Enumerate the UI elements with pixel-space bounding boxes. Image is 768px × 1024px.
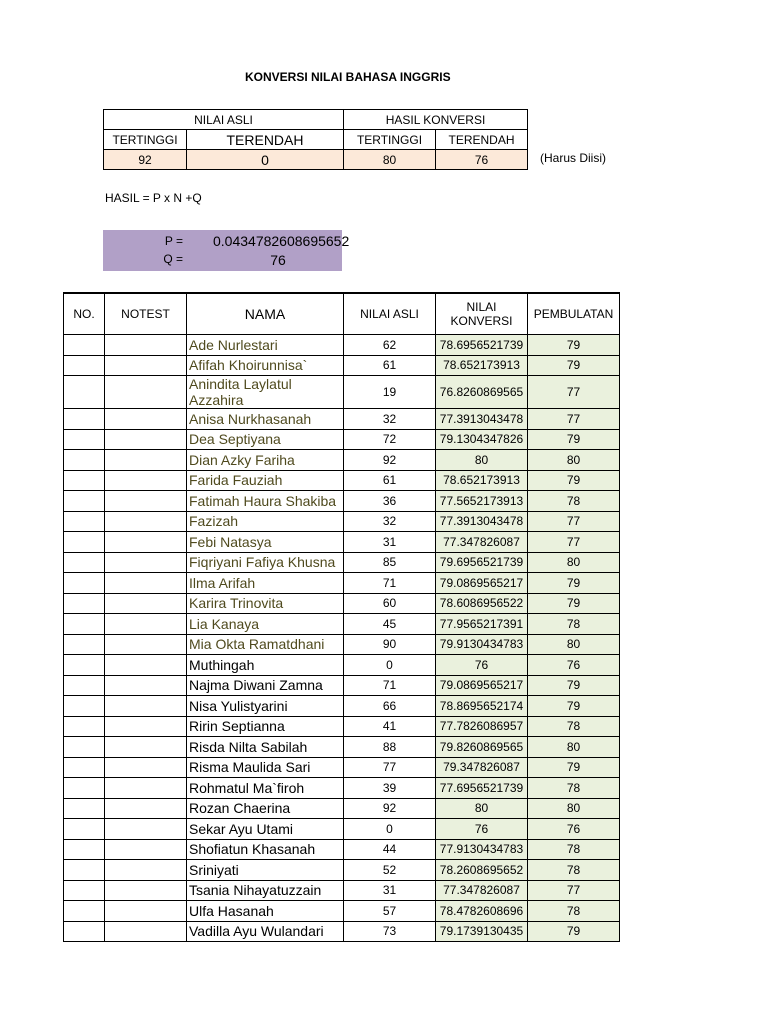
q-label: Q = [163,252,183,266]
notest-cell[interactable] [105,655,187,676]
nilai-konversi-cell[interactable]: 80 [436,798,528,819]
name-cell[interactable]: Lia Kanaya [187,614,344,635]
pembulatan-cell[interactable]: 79 [528,355,620,376]
no-cell[interactable] [64,634,105,655]
table-row [64,655,620,676]
pembulatan-cell[interactable]: 80 [528,737,620,758]
name-cell[interactable]: Fiqriyani Fafiya Khusna [187,552,344,573]
table-row [64,355,620,376]
nilai-asli-cell[interactable]: 85 [344,552,436,573]
table-row [64,376,620,409]
notest-cell[interactable] [105,511,187,532]
no-cell[interactable] [64,429,105,450]
notest-cell[interactable] [105,634,187,655]
table-row [64,470,620,491]
no-cell[interactable] [64,675,105,696]
name-cell[interactable]: Tsania Nihayatuzzain [187,880,344,901]
p-value[interactable]: 0.0434782608695652 [213,233,350,249]
nilai-konversi-cell[interactable]: 77.7826086957 [436,716,528,737]
name-cell[interactable]: Ade Nurlestari [187,335,344,356]
no-cell[interactable] [64,511,105,532]
pembulatan-cell[interactable]: 80 [528,552,620,573]
notest-cell[interactable] [105,778,187,799]
header-notest[interactable]: NOTEST [105,293,187,335]
pembulatan-cell[interactable]: 78 [528,839,620,860]
pembulatan-cell[interactable]: 79 [528,675,620,696]
header-no[interactable]: NO. [64,293,105,335]
name-cell[interactable]: Mia Okta Ramatdhani [187,634,344,655]
pembulatan-cell[interactable]: 77 [528,511,620,532]
nilai-konversi-cell[interactable]: 78.4782608696 [436,901,528,922]
nilai-asli-cell[interactable]: 44 [344,839,436,860]
name-cell[interactable]: Fazizah [187,511,344,532]
nilai-asli-cell[interactable]: 19 [344,376,436,409]
nilai-asli-cell[interactable]: 61 [344,355,436,376]
pembulatan-cell[interactable]: 79 [528,573,620,594]
nilai-konversi-cell[interactable]: 78.2608695652 [436,860,528,881]
nilai-asli-cell[interactable]: 90 [344,634,436,655]
name-cell[interactable]: Vadilla Ayu Wulandari [187,921,344,942]
hasil-konversi-header[interactable]: HASIL KONVERSI [344,110,528,130]
konv-tertinggi-label[interactable]: TERTINGGI [344,130,436,150]
table-row [64,716,620,737]
no-cell[interactable] [64,376,105,409]
table-row [64,491,620,512]
notest-cell[interactable] [105,737,187,758]
notest-cell[interactable] [105,552,187,573]
name-cell[interactable]: Sriniyati [187,860,344,881]
nilai-asli-cell[interactable]: 66 [344,696,436,717]
no-cell[interactable] [64,860,105,881]
no-cell[interactable] [64,335,105,356]
pembulatan-cell[interactable]: 78 [528,614,620,635]
name-cell[interactable]: Najma Diwani Zamna [187,675,344,696]
table-row [64,757,620,778]
notest-cell[interactable] [105,675,187,696]
nilai-konversi-cell[interactable]: 79.0869565217 [436,675,528,696]
pembulatan-cell[interactable]: 78 [528,860,620,881]
pembulatan-cell[interactable]: 77 [528,532,620,553]
notest-cell[interactable] [105,470,187,491]
nilai-konversi-cell[interactable]: 77.9130434783 [436,839,528,860]
notest-cell[interactable] [105,491,187,512]
header-nilai-asli[interactable]: NILAI ASLI [344,293,436,335]
name-cell[interactable]: Sekar Ayu Utami [187,819,344,840]
name-cell[interactable]: Ilma Arifah [187,573,344,594]
nilai-asli-cell[interactable]: 92 [344,450,436,471]
nilai-asli-cell[interactable]: 32 [344,511,436,532]
name-cell[interactable]: Risma Maulida Sari [187,757,344,778]
nilai-asli-cell[interactable]: 77 [344,757,436,778]
header-nilai-konversi[interactable]: NILAI KONVERSI [436,293,528,335]
pembulatan-cell[interactable]: 79 [528,593,620,614]
name-cell[interactable]: Muthingah [187,655,344,676]
nilai-konversi-cell[interactable]: 78.6956521739 [436,335,528,356]
name-cell[interactable]: Afifah Khoirunnisa` [187,355,344,376]
no-cell[interactable] [64,901,105,922]
pembulatan-cell[interactable]: 77 [528,880,620,901]
nilai-konversi-cell[interactable]: 79.6956521739 [436,552,528,573]
notest-cell[interactable] [105,376,187,409]
nilai-asli-cell[interactable]: 88 [344,737,436,758]
nilai-konversi-cell[interactable]: 78.8695652174 [436,696,528,717]
table-row [64,429,620,450]
nilai-asli-cell[interactable]: 60 [344,593,436,614]
range-table [103,109,528,170]
nilai-asli-header[interactable]: NILAI ASLI [104,110,344,130]
header-pembulatan[interactable]: PEMBULATAN [528,293,620,335]
nilai-asli-cell[interactable]: 72 [344,429,436,450]
no-cell[interactable] [64,716,105,737]
name-cell[interactable]: Ririn Septianna [187,716,344,737]
pembulatan-cell[interactable]: 79 [528,470,620,491]
pembulatan-cell[interactable]: 80 [528,450,620,471]
notest-cell[interactable] [105,573,187,594]
table-row [64,696,620,717]
notest-cell[interactable] [105,696,187,717]
pembulatan-cell[interactable]: 78 [528,778,620,799]
nilai-konversi-cell[interactable]: 79.8260869565 [436,737,528,758]
pembulatan-cell[interactable]: 78 [528,491,620,512]
no-cell[interactable] [64,355,105,376]
nilai-konversi-cell[interactable]: 79.0869565217 [436,573,528,594]
nilai-asli-cell[interactable]: 57 [344,901,436,922]
nilai-konversi-cell[interactable]: 79.347826087 [436,757,528,778]
nilai-asli-cell[interactable]: 39 [344,778,436,799]
notest-cell[interactable] [105,614,187,635]
nilai-asli-cell[interactable]: 41 [344,716,436,737]
name-cell[interactable]: Karira Trinovita [187,593,344,614]
name-cell[interactable]: Shofiatun Khasanah [187,839,344,860]
no-cell[interactable] [64,757,105,778]
no-cell[interactable] [64,921,105,942]
nilai-konversi-cell[interactable]: 76.8260869565 [436,376,528,409]
table-row [64,921,620,942]
no-cell[interactable] [64,880,105,901]
notest-cell[interactable] [105,409,187,430]
no-cell[interactable] [64,839,105,860]
notest-cell[interactable] [105,716,187,737]
nilai-konversi-cell[interactable]: 76 [436,819,528,840]
table-row [64,573,620,594]
nilai-asli-cell[interactable]: 71 [344,573,436,594]
no-cell[interactable] [64,655,105,676]
asli-terendah-cell[interactable]: 0 [187,150,344,170]
konv-terendah-cell[interactable]: 76 [436,150,528,170]
no-cell[interactable] [64,470,105,491]
name-cell[interactable]: Rohmatul Ma`firoh [187,778,344,799]
table-row [64,901,620,922]
nilai-konversi-cell[interactable]: 79.9130434783 [436,634,528,655]
no-cell[interactable] [64,552,105,573]
no-cell[interactable] [64,737,105,758]
notest-cell[interactable] [105,757,187,778]
pembulatan-cell[interactable]: 77 [528,409,620,430]
nilai-asli-cell[interactable]: 0 [344,819,436,840]
nilai-asli-cell[interactable]: 52 [344,860,436,881]
no-cell[interactable] [64,819,105,840]
pembulatan-cell[interactable]: 79 [528,335,620,356]
name-cell[interactable]: Rozan Chaerina [187,798,344,819]
name-cell[interactable]: Risda Nilta Sabilah [187,737,344,758]
pembulatan-cell[interactable]: 80 [528,634,620,655]
pembulatan-cell[interactable]: 76 [528,819,620,840]
pembulatan-cell[interactable]: 79 [528,921,620,942]
name-cell[interactable]: Ulfa Hasanah [187,901,344,922]
notest-cell[interactable] [105,450,187,471]
no-cell[interactable] [64,614,105,635]
nilai-konversi-cell[interactable]: 79.1304347826 [436,429,528,450]
table-row [64,409,620,430]
table-row [64,450,620,471]
nilai-asli-cell[interactable]: 62 [344,335,436,356]
asli-tertinggi-cell[interactable]: 92 [104,150,187,170]
no-cell[interactable] [64,491,105,512]
pembulatan-cell[interactable]: 79 [528,429,620,450]
name-cell[interactable]: Anisa Nurkhasanah [187,409,344,430]
asli-terendah-label[interactable]: TERENDAH [187,130,344,150]
nilai-konversi-cell[interactable]: 78.652173913 [436,470,528,491]
no-cell[interactable] [64,532,105,553]
nilai-konversi-cell[interactable]: 77.9565217391 [436,614,528,635]
pembulatan-cell[interactable]: 78 [528,716,620,737]
table-row [64,778,620,799]
name-cell[interactable]: Febi Natasya [187,532,344,553]
notest-cell[interactable] [105,798,187,819]
notest-cell[interactable] [105,901,187,922]
notest-cell[interactable] [105,593,187,614]
notest-cell[interactable] [105,839,187,860]
table-row [64,819,620,840]
nilai-konversi-cell[interactable]: 78.6086956522 [436,593,528,614]
nilai-konversi-cell[interactable]: 76 [436,655,528,676]
nilai-konversi-cell[interactable]: 77.347826087 [436,532,528,553]
name-cell[interactable]: Fatimah Haura Shakiba [187,491,344,512]
table-row [64,614,620,635]
no-cell[interactable] [64,573,105,594]
notest-cell[interactable] [105,335,187,356]
nilai-konversi-cell[interactable]: 77.3913043478 [436,511,528,532]
q-value[interactable]: 76 [270,252,286,268]
notest-cell[interactable] [105,860,187,881]
notest-cell[interactable] [105,880,187,901]
notest-cell[interactable] [105,921,187,942]
pembulatan-cell[interactable]: 80 [528,798,620,819]
nilai-asli-cell[interactable]: 32 [344,409,436,430]
nilai-konversi-cell[interactable]: 80 [436,450,528,471]
pembulatan-cell[interactable]: 79 [528,757,620,778]
name-cell[interactable]: Nisa Yulistyarini [187,696,344,717]
name-cell[interactable]: Dea Septiyana [187,429,344,450]
nilai-asli-cell[interactable]: 71 [344,675,436,696]
sheet-title: KONVERSI NILAI BAHASA INGGRIS [245,70,451,84]
nilai-asli-cell[interactable]: 31 [344,880,436,901]
pembulatan-cell[interactable]: 76 [528,655,620,676]
nilai-konversi-cell[interactable]: 78.652173913 [436,355,528,376]
required-note: (Harus Diisi) [540,151,606,165]
nilai-asli-cell[interactable]: 31 [344,532,436,553]
score-table [63,292,620,942]
table-row [64,335,620,356]
nilai-konversi-cell[interactable]: 77.3913043478 [436,409,528,430]
pembulatan-cell[interactable]: 77 [528,376,620,409]
konv-terendah-label[interactable]: TERENDAH [436,130,528,150]
header-nama[interactable]: NAMA [187,293,344,335]
table-row [64,552,620,573]
no-cell[interactable] [64,450,105,471]
nilai-asli-cell[interactable]: 73 [344,921,436,942]
notest-cell[interactable] [105,429,187,450]
p-label: P = [164,234,183,248]
no-cell[interactable] [64,798,105,819]
name-cell[interactable]: Dian Azky Fariha [187,450,344,471]
nilai-konversi-cell[interactable]: 77.6956521739 [436,778,528,799]
no-cell[interactable] [64,696,105,717]
konv-tertinggi-cell[interactable]: 80 [344,150,436,170]
table-row [64,860,620,881]
notest-cell[interactable] [105,819,187,840]
table-row [64,839,620,860]
pembulatan-cell[interactable]: 79 [528,696,620,717]
nilai-asli-cell[interactable]: 36 [344,491,436,512]
formula-text: HASIL = P x N +Q [105,191,202,205]
table-row [64,511,620,532]
nilai-konversi-cell[interactable]: 77.5652173913 [436,491,528,512]
no-cell[interactable] [64,409,105,430]
table-row [64,798,620,819]
no-cell[interactable] [64,593,105,614]
table-row [64,634,620,655]
nilai-asli-cell[interactable]: 61 [344,470,436,491]
asli-tertinggi-label[interactable]: TERTINGGI [104,130,187,150]
name-cell[interactable]: Anindita Laylatul Azzahira [187,376,344,409]
table-row [64,880,620,901]
pq-box [103,230,350,271]
name-cell[interactable]: Farida Fauziah [187,470,344,491]
no-cell[interactable] [64,778,105,799]
table-row [64,675,620,696]
table-row [64,737,620,758]
table-row [64,532,620,553]
notest-cell[interactable] [105,532,187,553]
notest-cell[interactable] [105,355,187,376]
nilai-asli-cell[interactable]: 92 [344,798,436,819]
pembulatan-cell[interactable]: 78 [528,901,620,922]
nilai-asli-cell[interactable]: 0 [344,655,436,676]
nilai-konversi-cell[interactable]: 79.1739130435 [436,921,528,942]
nilai-asli-cell[interactable]: 45 [344,614,436,635]
nilai-konversi-cell[interactable]: 77.347826087 [436,880,528,901]
table-row [64,593,620,614]
